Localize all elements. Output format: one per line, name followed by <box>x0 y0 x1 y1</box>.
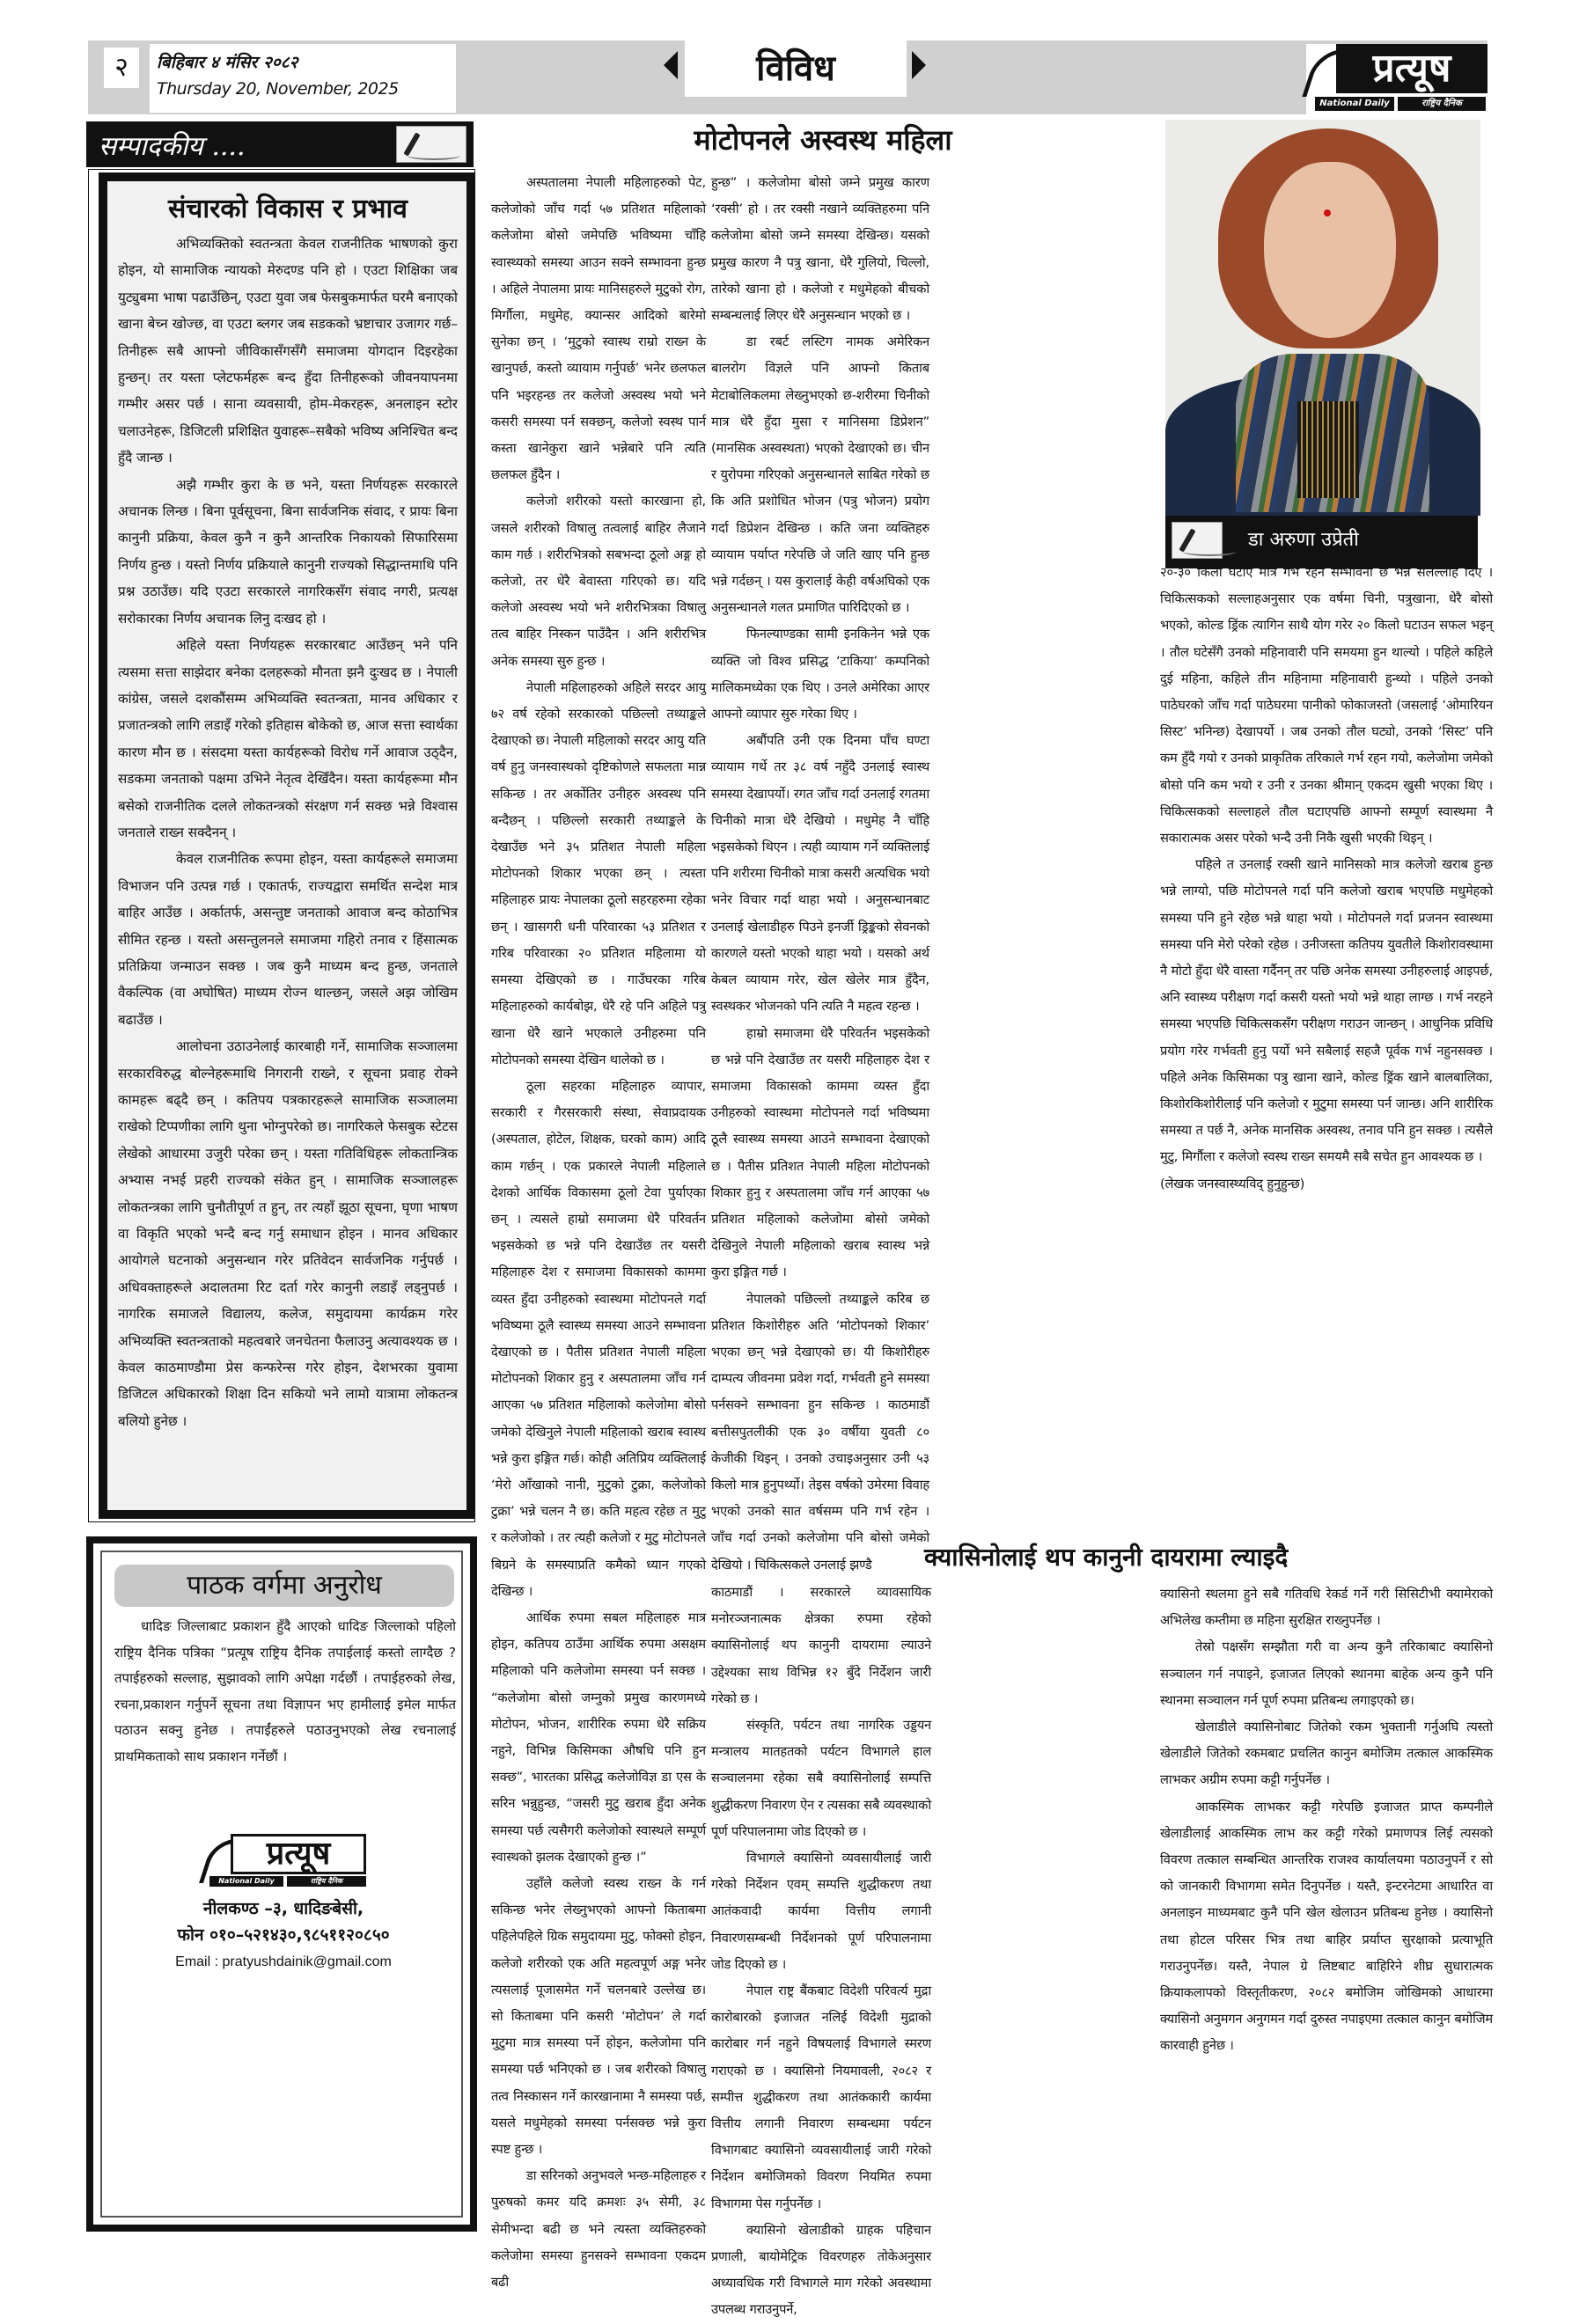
logo-sub-nepali: राष्ट्रिय दैनिक <box>1398 97 1486 111</box>
editorial-banner <box>86 121 474 167</box>
article-paragraph: हुन्छ” । कलेजोमा बोसो जम्ने प्रमुख कारण ‘रक्सी’ हो । तर रक्सी नखाने व्यक्तिहरुमा पनि कलेजोमा बोसो जम्ने समस्या देखिन्छ। यसको प्रमुख कारण नै पत्रु खाना, धेरै गुलियो, चिल्लो, तारेको खाना हो । कलेजो र मधुमेहको बीचको सम्बन्धलाई लिएर धेरै अनुसन्धान भएको छ । <box>711 175 929 324</box>
article-column-2 <box>711 170 929 1579</box>
article-paragraph: आर्थिक रुपमा सबल महिलाहरु मात्र होइन, कतिपय ठाउँमा आर्थिक रुपमा असक्षम महिलाको पनि कलेजोमा समस्या पर्न सक्छ । “कलेजोमा बोसो जम्नुको प्रमुख कारणमध्ये मोटोपन, भोजन, शारीरिक रुपमा धेरै सक्रिय नहुने, विभिन्न किसिमका औषधि पनि हुन सक्छ”, भारतका प्रसिद्ध कलेजोविज्ञ डा एस के सरिन भन्नुहुन्छ, “जसरी मुटु खराब हुँदा अनेक समस्या पर्छ त्यसैगरी कलेजोको स्वास्थले सम्पूर्ण स्वास्थको झलक देखाएको हुन्छ ।” <box>491 1609 706 1865</box>
article-paragraph: कलेजो शरीरको यस्तो कारखाना हो, जसले शरीरको विषालु तत्वलाई बाहिर लैजाने काम गर्छ । शरीरभित्रको सबभन्दा ठूलो अङ्ग हो कलेजो, तर धेरै बेवास्ता गरिएको छ। यदि कलेजो अस्वस्थ भयो भने शरीरभित्रका विषालु तत्व बाहिर निस्कन पाउँदैन । अनि शरीरभित्र अनेक समस्या सुरु हुन्छ । <box>491 494 706 669</box>
article-paragraph: २०-३० किलो घटाए मात्रै गर्भ रहने सम्भावना छ भन्ने सलल्लाह दिए । चिकित्सकको सल्लाहअनुसार एक वर्षमा चिनी, पत्रुखाना, धेरै बोसो भएको, कोल्ड ड्रिंक त्यागिन साथै योग गरेर २० किलो घटाउन सफल भइन् । तौल घटेसँगै उनको महिनावारी पनि समयमा हुन थाल्यो । पहिले कहिले दुई महिना, कहिले तीन महिनामा महिनावारी हुन्थ्यो । पहिले उनको पाठेघरको जाँच गर्दा पाठेघरमा पानीको फोकाजस्तो (जसलाई ‘ओमारियन सिस्ट’ भनिन्छ) देखापर्यो । जब उनको तौल घट्यो, उनको ‘सिस्ट’ पनि कम हुँदै गयो र उनको प्राकृतिक तरिकाले गर्भ रहन गयो, कलेजोमा जमेको बोसो पनि कम भयो र उनी र उनका श्रीमान् एकदम खुसी भएका थिए । चिकित्सकको सल्लाहले तौल घटाएपछि आफ्नो सम्पूर्ण स्वास्थमा नै सकारात्मक असर परेको भन्दै उनी निकै खुसी भएकी थिइन् । <box>1160 565 1493 847</box>
previous-section-arrow-icon[interactable] <box>664 51 678 79</box>
editorial-paragraph: अहिले यस्ता निर्णयहरू सरकारबाट आउँछन् भने पनि त्यसमा सत्ता साझेदार बनेका दलहरूको मौनता झनै दुःखद छ । नेपाली कांग्रेस, जसले दशकौंसम्म अभिव्यक्ति स्वतन्त्रता, मानव अधिकार र प्रजातन्त्रको लागि लडाइँ गरेको इतिहास बोकेको छ, आज सत्ता स्वार्थका कारण मौन छ । संसदमा यस्ता कार्यहरूको विरोध गर्ने आवाज उठ्दैन, सडकमा जनताको पक्षमा उभिने नेतृत्व देखिँदैन। यस्ता कार्यहरूमा मौन बसेको राजनीतिक दलले लोकतन्त्रको संरक्षण गर्न सक्छ भन्ने विश्वास जनताले राख्न सक्दैनन् । <box>118 637 458 840</box>
logo-name: प्रत्यूष <box>231 1834 366 1874</box>
article-paragraph: फिनल्याण्डका सामी इनकिनेन भन्ने एक व्यक्ति जो विश्व प्रसिद्ध ‘टाकिया’ कम्पनिको मालिकमध्येका एक थिए । उनले अमेरिका आएर आफ्नो व्यापार सुरु गरेका थिए । <box>711 627 929 722</box>
email-link[interactable]: Email : pratyushdainik@gmail.com <box>175 1954 392 1969</box>
pen-icon <box>1172 522 1223 559</box>
editorial-paragraph: अझै गम्भीर कुरा के छ भने, यस्ता निर्णयहरू सरकारले अचानक लिन्छ । बिना पूर्वसूचना, बिना सार्वजनिक संवाद, र प्रायः बिना कानुनी प्रक्रिया, केवल कुनै न कुनै आन्तरिक निकायको सिफारिसमा निर्णय हुन्छ । यस्तो निर्णय प्रक्रियाले कानुनी राज्यको सिद्धान्तमाथि पनि प्रश्न उठाउँछ। यदि एउटा सरकारले नागरिकसँग संवाद नगरी, प्रत्यक्ष सरोकारका निर्णय अचानक लिनु दःखद हो । <box>118 476 458 627</box>
article2-column-2 <box>1160 1581 1493 2060</box>
article2-paragraph: विभागले क्यासिनो व्यवसायीलाई जारी गरेको निर्देशन एवम् सम्पत्ति शुद्धीकरण तथा आतंकवादी कार्यमा वित्तीय लगानी निवारणसम्बन्धी निर्देशनको पूर्ण परिपालनामा जोड दिएको छ । <box>711 1851 931 1972</box>
next-section-arrow-icon[interactable] <box>912 51 926 79</box>
phone: फोन ०१०–५२१४३०,९८५११२०८५० <box>177 1925 390 1945</box>
article2-paragraph: क्यासिनो खेलाडीको ग्राहक पहिचान प्रणाली, बायोमेट्रिक विवरणहरु तोकेअनुसार अध्यावधिक गरी विभागले माग गरेको अवस्थामा उपलब्ध गराउनुपर्ने, <box>711 2222 931 2318</box>
date-english: Thursday 20, November, 2025 <box>157 79 399 99</box>
article2-paragraph: काठमाडौं । सरकारले व्यावसायिक मनोरञ्जनात्मक क्षेत्रका रुपमा रहेको क्यासिनोलाई थप कानुनी दायरामा ल्याउने उद्देश्यका साथ विभिन्न १२ बुँदे निर्देशन जारी गरेको छ । <box>711 1585 931 1706</box>
date-nepali: बिहिबार ४ मंसिर २०८२ <box>157 53 298 72</box>
article-paragraph: अस्पतालमा नेपाली महिलाहरुको पेट, कलेजोको जाँच गर्दा ५७ प्रतिशत महिलाको कलेजोमा बोसो जमेपछि भविष्यमा चाँहि स्वास्थ्यको समस्या आउन सक्ने सम्भावना हुन्छ । अहिले नेपालमा प्रायः मानिसहरुले मुटुको रोग, मिर्गौला, मधुमेह, क्यान्सर आदिको बारेमो सुनेका छन् । ‘मुटुको स्वास्थ राम्रो राख्न के खानुपर्छ, कस्तो व्यायाम गर्नुपर्छ’ भनेर छलफल पनि भइरहन्छ तर कलेजो अस्वस्थ भयो भने कसरी समस्या पर्न सक्छन्, कलेजो स्वस्थ पार्न कस्ता खानेकुरा खाने भन्नेबारे पनि त्यति छलफल हुँदैन । <box>491 175 706 483</box>
editorial-body <box>118 231 458 1434</box>
pen-icon <box>396 126 466 163</box>
article2-headline: क्यासिनोलाई थप कानुनी दायरामा ल्याइदै <box>924 1543 1289 1572</box>
article-paragraph: उहाँले कलेजो स्वस्थ राख्न के गर्न सकिन्छ भनेर लेख्नुभएको आफ्नो किताबमा पहिलेपहिले ग्रिक समुदायमा मुटु, फोक्सो होइन, कलेजो शरीरको एक अति महत्वपूर्ण अङ्ग भनेर त्यसलाई पूजासमेत गर्ने चलनबारे उल्लेख छ। सो किताबमा पनि कसरी ‘मोटोपन’ ले गर्दा मुटुमा मात्र समस्या पर्ने होइन, कलेजोमा पनि समस्या पर्छ भनिएको छ । जब शरीरको विषालु तत्व निस्कासन गर्ने कारखानामा नै समस्या पर्छ, यसले मधुमेहको समस्या पर्नसक्छ भन्ने कुरा स्पष्ट हुन्छ । <box>491 1876 706 2158</box>
article-paragraph: डा सरिनको अनुभवले भन्छ-महिलाहरु र पुरुषको कमर यदि क्रमशः ३५ सेमी, ३८ सेमीभन्दा बढी छ भने त्यस्ता व्यक्तिहरुको कलेजोमा समस्या हुनसक्ने सम्भावना एकदम बढी <box>491 2168 706 2291</box>
article2-paragraph: खेलाडीले क्यासिनोबाट जितेको रकम भुक्तानी गर्नुअघि त्यस्तो खेलाडीले जितेको रकमबाट प्रचलित कानुन बमोजिम तत्काल आकस्मिक लाभकर अग्रीम रुपमा कट्टी गर्नुपर्नेछ । <box>1160 1719 1493 1788</box>
article2-paragraph: क्यासिनो स्थलमा हुने सबै गतिवधि रेकर्ड गर्ने गरी सिसिटीभी क्यामेराको अभिलेख कम्तीमा छ महिना सुरक्षित राख्नुपर्नेछ । <box>1160 1587 1493 1629</box>
editorial-label: सम्पादकीय .... <box>99 131 246 162</box>
reader-request-box <box>86 1536 477 2232</box>
article-headline: मोटोपनले अस्वस्थ महिला <box>694 123 952 157</box>
article-paragraph: नेपालको पछिल्लो तथ्याङ्कले करिब छ प्रतिशत किशोरीहरु अति ‘मोटोपनको शिकार’ भएका छन् भन्ने देखाएको छ। यी किशोरीहरु दाम्पत्य जीवनमा प्रवेश गर्दा, गर्भवती हुने समस्या पर्नसक्ने सम्भावना हुन सकिन्छ । काठमाडौं बत्तीसपुतलीकी एक ३० वर्षीया युवती ८० केजीकी थिइन् । उनको उचाइअनुसार उनी ५३ किलो मात्र हुनुपर्थ्यो। तेइस वर्षको उमेरमा विवाह भएको उनको सात वर्षसम्म पनि गर्भ रहेन । जाँच गर्दा उनको कलेजोमा पनि बोसो जमेको देखियो । चिकित्सकले उनलाई झण्डै <box>711 1291 929 1573</box>
article-paragraph: हाम्रो समाजमा धेरै परिवर्तन भइसकेको छ भन्ने पनि देखाउँछ तर यसरी महिलाहरु देश र समाजमा विकासको काममा व्यस्त हुँदा उनीहरुको स्वास्थमा मोटोपनले गर्दा भविष्यमा ठूलै स्वास्थ्य समस्या आउने सम्भावना देखाएको छ । पैतीस प्रतिशत नेपाली महिला मोटोपनको शिकार हुनु र अस्पतालमा जाँच गर्न आएका ५७ प्रतिशत महिलाको कलेजोमा बोसो जमेको देखिनुले नेपाली महिलाको खराब स्वास्थ भन्ने कुरा इङ्गित गर्छ । <box>711 1025 929 1280</box>
article-paragraph: अबौंपति उनी एक दिनमा पाँच घण्टा व्यायाम गर्थे तर ३८ वर्ष नहुँदै उनलाई स्वास्थ समस्या देखापर्यो। रगत जाँच गर्दा उनलाई रगतमा चिनीको मात्रा धेरै देखियो । मधुमेह नै चाँहि भइसकेको थिएन । त्यही व्यायाम गर्ने व्यक्तिलाई पनि शरीरमा चिनीको मात्रा कसरी अत्यधिक भयो भनेर विचार गर्दा थाहा भयो । अनुसन्धानबाट उनलाई खेलाडीहरु पिउने इनर्जी ड्रिङ्कको सेवनको कारणले यस्तो भएको थाहा भयो । यसको अर्थ केबल व्यायाम गरेर, खेल खेलेर मात्र हुँदैन, स्वस्थकर भोजनको पनि त्यति नै महत्व रहन्छ । <box>711 733 929 1015</box>
editorial-box <box>99 172 475 1519</box>
author-note: (लेखक जनस्वास्थ्यविद् हुनुहुन्छ) <box>1160 1176 1305 1191</box>
request-logo <box>204 1834 366 1887</box>
article-paragraph: पहिले त उनलाई रक्सी खाने मानिसको मात्र कलेजो खराब हुन्छ भन्ने लाग्यो, पछि मोटोपनले गर्दा पनि कलेजो खराब भएपछि मधुमेहको समस्या पनि हुने रहेछ भन्ने थाहा भयो । मोटोपनले गर्दा प्रजनन स्वास्थमा समस्या पनि मेरो परेको रहेछ । उनीजस्ता कतिपय युवतीले किशोरावस्थामा नै मोटो हुँदा धेरै वास्ता गर्दैनन् तर पछि अनेक समस्या उनीहरुलाई आइपर्छ, अनि स्वास्थ्य परीक्षण गर्दा कसरी यस्तो भयो भन्ने थाहा लाग्छ । गर्भ नरहने समस्या भएपछि चिकित्सकसँग परीक्षण गराउन जान्छन् । आधुनिक प्रविधि प्रयोग गरेर गर्भवती हुनु पर्यो भने सबैलाई सहजै पूर्वक गर्भ नहुनसक्छ । पहिले अनेक किसिमका पत्रु खाना खाने, कोल्ड ड्रिंक खाने बालबालिका, किशोरकिशोरीलाई पनि कलेजो र मुटुमा समस्या पर्न जान्छ। अनि शारीरिक समस्या त पर्छ नै, अनेक मानसिक अस्वस्थ, तनाव पनि हुन सक्छ । त्यसैले मुटु, मिर्गौला र कलेजो स्वस्थ राख्न समयमै सबै सचेत हुन आवश्यक छ । <box>1160 857 1493 1165</box>
section-title: विविध <box>685 40 907 97</box>
article-paragraph: नेपाली महिलाहरुको अहिले सरदर आयु ७२ वर्ष रहेको सरकारको पछिल्लो तथ्याङ्कले देखाएको छ। नेपाली महिलाको सरदर आयु यति वर्ष हुनु जनस्वास्थको दृष्टिकोणले सफलता मान्न सकिन्छ । तर अर्कोतिर उनीहरु अस्वस्थ पनि बन्दैछन् । पछिल्लो सरकारी तथ्याङ्कले के देखाउँछ भने ३५ प्रतिशत नेपाली महिला मोटोपनको शिकार भएका छन् । त्यस्ता महिलाहरु प्रायः नेपालका ठूलो सहरहरुमा रहेका छन् । खासगरी धनी परिवारका ५३ प्रतिशत र गरिब परिवारका २० प्रतिशत महिलामा यो समस्या देखिएको छ । गाउँघरका गरिब महिलाहरुको कार्यबोझ, धेरै रहे पनि अहिले पत्रु खाना धेरै खाने भएकाले उनीहरुमा पनि मोटोपनको समस्या देखिन थालेको छ । <box>491 679 706 1067</box>
editorial-paragraph: आलोचना उठाउनेलाई कारबाही गर्ने, सामाजिक सञ्जालमा सरकारविरुद्ध बोल्नेहरूमाथि निगरानी राख्ने, र सूचना प्रवाह रोक्ने कामहरू बढ्दै छन् । कतिपय पत्रकारहरूले सामाजिक सञ्जालमा राखेको टिप्पणीका लागि थुना भोग्नुपरेको छ। नागरिकले फेसबुक स्टेटस लेखेको आधारमा उजुरी परेका छन् । यस्ता गतिविधिहरू लोकतान्त्रिक अभ्यास नभई प्रहरी राज्यको संकेत हुन् । सामाजिक सञ्जालहरू लोकतन्त्रका लागि चुनौतीपूर्ण त हुन्, तर त्यहाँ झूठा सूचना, घृणा भाषण वा विकृति भएको भन्दै बन्द गर्नु समाधान होइन । मानव अधिकार आयोगले घटनाको अनुसन्धान गरेर प्रतिवेदन सार्वजनिक गर्नुपर्छ । अधिवक्ताहरूले अदालतमा रिट दर्ता गरेर कानुनी लडाइँ लड्नुपर्छ । नागरिक समाजले विद्यालय, कलेज, समुदायमा कार्यक्रम गरेर अभिव्यक्ति स्वतन्त्रताको महत्वबारे जनचेतना फैलाउनु अत्यावश्यक छ । केवल काठमाण्डौमा प्रेस कन्फरेन्स गरेर होइन, देशभरका युवामा डिजिटल अधिकारको शिक्षा दिन सकियो भने लामो यात्रामा लोकतन्त्र बलियो हुनेछ । <box>118 1038 458 1429</box>
newspaper-logo <box>1306 44 1487 114</box>
date-box <box>150 44 456 113</box>
article2-paragraph: संस्कृति, पर्यटन तथा नागरिक उड्डयन मन्त्रालय मातहतको पर्यटन विभागले हाल सञ्चालनमा रहेका सबै क्यासिनोलाई सम्पत्ति शुद्धीकरण निवारण ऐन र त्यसका सबै व्यवस्थाको पूर्ण परिपालनामा जोड दिएको छ । <box>711 1718 931 1839</box>
article-paragraph: ठूला सहरका महिलाहरु व्यापार, सरकारी र गैरसरकारी संस्था, सेवाप्रदायक (अस्पताल, होटेल, शिक्षक, घरको काम) आदि काम गर्छन् । एक प्रकारले नेपाली महिलाले देशको आर्थिक विकासमा ठूलो टेवा पुर्याएका छन् । त्यसले हाम्रो समाजमा धेरै परिवर्तन भइसकेको छ भन्ने पनि देखाउँछ तर यसरी महिलाहरु देश र समाजमा विकासको काममा व्यस्त हुँदा उनीहरुको स्वास्थमा मोटोपनले गर्दा भविष्यमा ठूलै स्वास्थ्य समस्या आउने सम्भावना देखाएको छ । पैतीस प्रतिशत नेपाली महिला मोटोपनको शिकार हुनु र अस्पतालमा जाँच गर्न आएका ५७ प्रतिशत महिलाको कलेजोमा बोसो जमेको देखिनुले नेपाली महिलाको खराब स्वास्थ भन्ने कुरा इङ्गित गर्छ। कोही अतिप्रिय व्यक्तिलाई ‘मेरो आँखाको नानी, मुटुको टुक्रा, कलेजोको टुक्रा’ भन्ने चलन नै छ। कति महत्व रहेछ त मुटु र कलेजोको । तर त्यही कलेजो र मुटु मोटोपनले बिग्रने के समस्याप्रति कमैको ध्यान गएको देखिन्छ । <box>491 1078 706 1599</box>
address: नीलकण्ठ –३, धादिङबेसी, <box>202 1899 364 1918</box>
author-photo <box>1165 120 1480 507</box>
editorial-paragraph: अभिव्यक्तिको स्वतन्त्रता केवल राजनीतिक भाषणको कुरा होइन, यो सामाजिक न्यायको मेरुदण्ड पनि हो । एउटा शिक्षिका जब युट्युबमा भाषा पढाउँछिन्, एउटा युवा जब फेसबुकमार्फत घरमै बनाएको खाना बेच्न खोज्छ, वा एउटा ब्लगर जब सडकको भ्रष्टाचार उजागर गर्छ–तिनीहरू सबै आफ्नो जीविकासँगसँगै समाजमा योगदान दिइरहेका हुन्छन्। तर यस्ता प्लेटफर्महरू बन्द हुँदा तिनीहरूको जीवनयापनमा गम्भीर असर पर्छ । साना व्यवसायी, होम-मेकरहरू, अनलाइन स्टोर चलाउनेहरू, डिजिटली प्रशिक्षित युवाहरू–सबैको भविष्य अनिश्चित बन्द हुँदै जान्छ । <box>118 236 458 466</box>
article-column-3 <box>1160 560 1493 1198</box>
logo-name: प्रत्यूष <box>1336 44 1487 93</box>
article2-paragraph: आकस्मिक लाभकर कट्टी गरेपछि इजाजत प्राप्त कम्पनीले खेलाडीलाई आकस्मिक लाभ कर कट्टी गरेको प्रमाणपत्र लिई त्यसको विवरण तत्काल सम्बन्धित आन्तरिक राजश्व कार्यालयमा पठाउनुपर्ने र सो को जानकारी विभागमा समेत दिनुपर्नेछ । यस्तै, इन्टरनेटमा आधारित वा अनलाइन माध्यमबाट कुनै पनि खेल खेलाउन प्रतिबन्ध हुनेछ । क्यासिनो तथा होटल परिसर भित्र तथा बाहिर प्रर्याप्त सुरक्षाको प्रत्याभूति गराउनुपर्नेछ। यस्तै, नेपाल ग्रे लिष्टबाट बाहिरिने शीघ्र सुधारात्मक क्रियाकलापको विस्तृतीकरण, २०८२ बमोजिम जोखिमको आधारमा क्यासिनो अनुमगन अनुगमन गर्दा दुरुस्त नपाइएमा तत्काल कानुन बमोजिम कारवाही हुनेछ । <box>1160 1799 1493 2054</box>
contact-info <box>102 1895 465 1948</box>
article2-paragraph: नेपाल राष्ट्र बैंकबाट विदेशी परिवर्त्य मुद्रा कारोबारको इजाजत नलिई विदेशी मुद्राको कारोबार गर्न नहुने विषयलाई विभागले स्मरण गराएको छ । क्यासिनो नियमावली, २०८२ र सम्पीत्त शुद्धीकरण तथा आतंककारी कार्यमा वित्तीय लगानी निवारण सम्बन्धमा पर्यटन विभागबाट क्यासिनो व्यवसायीलाई जारी गरेको निर्देशन बमोजिमको विवरण नियमित रुपमा विभागमा पेस गर्नुपर्नेछ । <box>711 1983 931 2211</box>
author-name: डा अरुणा उप्रेती <box>1248 529 1359 551</box>
article2-paragraph: तेस्रो पक्षसँग सम्झौता गरी वा अन्य कुनै तरिकाबाट क्यासिनो सञ्चालन गर्न नपाइने, इजाजत लिएको स्थानमा बाहेक अन्य कुनै पनि स्थानमा सञ्चालन गर्न पूर्ण रुपमा प्रतिबन्ध लगाइएको छ। <box>1160 1639 1493 1708</box>
logo-sub-english: National Daily <box>209 1876 283 1887</box>
page-number: २ <box>104 48 139 88</box>
editorial-paragraph: केवल राजनीतिक रूपमा होइन, यस्ता कार्यहरूले समाजमा विभाजन पनि उत्पन्न गर्छ । एकातर्फ, राज्यद्वारा समर्थित सन्देश मात्र बाहिर आउँछ । अर्कातर्फ, असन्तुष्ट जनताको आवाज बन्द कोठाभित्र सीमित रहन्छ । यस्तो असन्तुलनले समाजमा गहिरो तनाव र हिंसात्मक प्रतिक्रिया जन्माउन सक्छ । जब कुनै माध्यम बन्द हुन्छ, जनताले वैकल्पिक (वा अघोषित) माध्यम रोज्न थाल्छन्, जसले अझ जोखिम बढाउँछ । <box>118 851 458 1028</box>
reader-request-title: पाठक वर्गमा अनुरोध <box>114 1565 454 1607</box>
article2-column-1 <box>711 1580 931 2324</box>
reader-request-body: धादिङ जिल्लाबाट प्रकाशन हुँदै आएको धादिङ जिल्लाको पहिलो राष्ट्रिय दैनिक पत्रिका “प्रत्यूष राष्ट्रिय दैनिक तपाईलाई कस्तो लाग्दैछ ? तपाईहरुको सल्लाह, सुझावको लागि अपेक्षा गर्दछौं । तपाईहरुको लेख, रचना,प्रकाशन गर्नुपर्ने सूचना तथा विज्ञापन भए हामीलाई इमेल मार्फत पठाउन सक्नु हुनेछ । तपाईंहरुले पठाउनुभएको लेख रचनालाई प्राथमिकताको साथ प्रकाशन गर्नेछौं । <box>114 1618 456 1764</box>
editorial-title: संचारको विकास र प्रभाव <box>168 194 408 224</box>
article-column-1 <box>491 170 706 2296</box>
article-paragraph: डा रबर्ट लस्टिग नामक अमेरिकन बालरोग विज्ञले पनि आफ्नो किताब मेटाबोलिकलमा लेख्नुभएको छ-शरीरमा चिनीको मात्र धेरै हुँदा मुसा र मानिसमा डिप्रेशन” (मानसिक अस्वस्थता) भएको देखाएको छ। चीन र युरोपमा गरिएको अनुसन्धानले साबित गरेको छ कि अति प्रशोधित भोजन (पत्रु भोजन) प्रयोग गर्दा डिप्रेशन देखिन्छ । कति जना व्यक्तिहरु व्यायाम पर्याप्त गरेपछि जे जति खाए पनि हुन्छ भन्ने गर्दछन् । यस कुरालाई केही वर्षअघिको एक अनुसन्धानले गलत प्रमाणित पारिदिएको छ । <box>711 334 929 616</box>
logo-sub-nepali: राष्ट्रिय दैनिक <box>287 1876 366 1887</box>
logo-sub-english: National Daily <box>1315 97 1394 111</box>
